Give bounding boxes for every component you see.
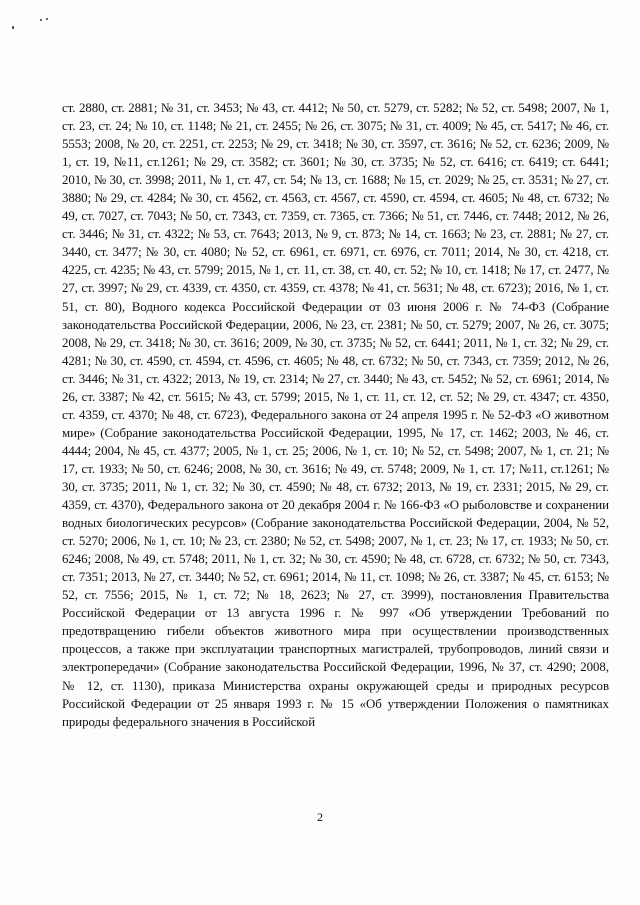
scan-artifact [12,26,14,29]
scan-artifact [40,19,42,21]
page-number: 2 [317,810,323,824]
scan-artifact [46,18,48,20]
body-paragraph: ст. 2880, ст. 2881; № 31, ст. 3453; № 43, ст. 4412; № 50, ст. 5279, ст. 5282; № 52, ст. 5498; 2007, № 1, ст. 23, ст. 24; № 10, ст. 1148; № 21, ст. 2455; № 26, ст. 3075; № 31, ст. 4009; № 45, ст. 5417; № 46, ст. 5553; 2008, № 20, ст. 2251, ст. 2253; № 29, ст. 3418; № 30, ст. 3597, ст. 3616; № 52, ст. 6236; 2009, № 1, ст. 19, №11, ст.1261; № 29, ст. 3582; ст. 3601; № 30, ст. 3735; № 52, ст. 6416; ст. 6419; ст. 6441; 2010, № 30, ст. 3998; 2011, № 1, ст. 47, ст. 54; № 13, ст. 1688; № 15, ст. 2029; № 25, ст. 3531; № 27, ст. 3880; № 29, ст. 4284; № 30, ст. 4562, ст. 4563, ст. 4567, ст. 4590, ст. 4594, ст. 4605; № 48, ст. 6732; № 49, ст. 7027, ст. 7043; № 50, ст. 7343, ст. 7359, ст. 7365, ст. 7366; № 51, ст. 7446, ст. 7448; 2012, № 26, ст. 3446; № 31, ст. 4322; № 53, ст. 7643; 2013, № 9, ст. 873; № 14, ст. 1663; № 23, ст. 2881; № 27, ст. 3440, ст. 3477; № 30, ст. 4080; № 52, ст. 6961, ст. 6971, ст. 6976, ст. 7011; 2014, № 30, ст. 4218, ст. 4225, ст. 4235; № 43, ст. 5799; 2015, № 1, ст. 11, ст. 38, ст. 40, ст. 52; № 10, ст. 1418; № 17, ст. 2477, № 27, ст. 3997; № 29, ст. 4339, ст. 4350, ст. 4359, ст. 4378; № 41, ст. 5631; № 48, ст. 6723); 2016, № 1, ст. 51, ст. 80), Водного кодекса Российской Федерации от 03 июня 2006 г. № 74-ФЗ (Собрание законодательства Российской Федерации, 2006, № 23, ст. 2381; № 50, ст. 5279; 2007, № 26, ст. 3075; 2008, № 29, ст. 3418; № 30, ст. 3616; 2009, № 30, ст. 3735; № 52, ст. 6441; 2011, № 1, ст. 32; № 29, ст. 4281; № 30, ст. 4590, ст. 4594, ст. 4596, ст. 4605; № 48, ст. 6732; № 50, ст. 7343, ст. 7359; 2012, № 26, ст. 3446; № 31, ст. 4322; 2013, № 19, ст. 2314; № 27, ст. 3440; № 43, ст. 5452; № 52, ст. 6961; 2014, № 26, ст. 3387; № 42, ст. 5615; № 43, ст. 5799; 2015, № 1, ст. 11, ст. 12, ст. 52; № 29, ст. 4347; ст. 4350, ст. 4359, ст. 4370; № 48, ст. 6723), Федерального закона от 24 апреля 1995 г. № 52-ФЗ «О животном мире» (Собрание законодательства Российской Федерации, 1995, № 17, ст. 1462; 2003, № 46, ст. 4444; 2004, № 45, ст. 4377; 2005, № 1, ст. 25; 2006, № 1, ст. 10; № 52, ст. 5498; 2007, № 1, ст. 21; № 17, ст. 1933; № 50, ст. 6246; 2008, № 30, ст. 3616; № 49, ст. 5748; 2009, № 1, ст. 17; №11, ст.1261; № 30, ст. 3735; 2011, № 1, ст. 32; № 30, ст. 4590; № 48, ст. 6732; 2013, № 19, ст. 2331; 2015, № 29, ст. 4359, ст. 4370), Федерального закона от 20 декабря 2004 г. № 166-ФЗ «О рыболовстве и сохранении водных биологических ресурсов» (Собрание законодательства Российской Федерации, 2004, № 52, ст. 5270; 2006, № 1, ст. 10; № 23, ст. 2380; № 52, ст. 5498; 2007, № 1, ст. 23; № 17, ст. 1933; № 50, ст. 6246; 2008, № 49, ст. 5748; 2011, № 1, ст. 32; № 30, ст. 4590; № 48, ст. 6728, ст. 6732; № 50, ст. 7343, ст. 7351; 2013, № 27, ст. 3440; № 52, ст. 6961; 2014, № 11, ст. 1098; № 26, ст. 3387; № 45, ст. 6153; № 52, ст. 7556; 2015, № 1, ст. 72; № 18, 2623; № 27, ст. 3999), постановления Правительства Российской Федерации от 13 августа 1996 г. № 997 «Об утверждении Требований по предотвращению гибели объектов животного мира при осуществлении производственных процессов, а также при эксплуатации транспортных магистралей, трубопроводов, линий связи и электропередачи» (Собрание законодательства Российской Федерации, 1996, № 37, ст. 4290; 2008, № 12, ст. 1130), приказа Министерства охраны окружающей среды и природных ресурсов Российской Федерации от 25 января 1993 г. № 15 «Об утверждении Положения о памятниках природы федерального значения в Российской [62,101,609,729]
